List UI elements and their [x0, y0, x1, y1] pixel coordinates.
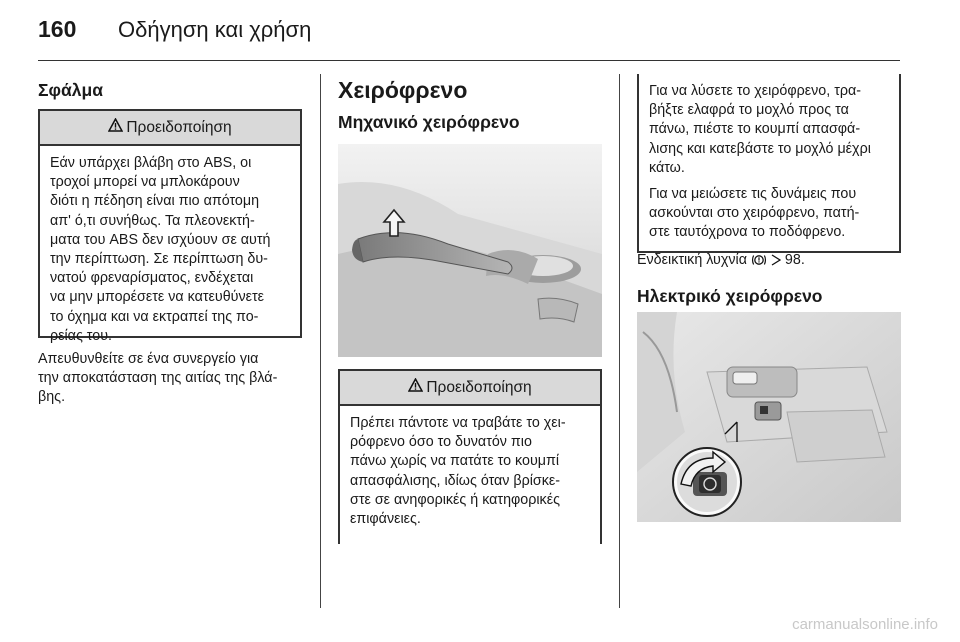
header-divider — [38, 60, 900, 61]
warning-header — [40, 111, 300, 146]
chapter-title: Οδήγηση και χρήση — [118, 17, 312, 42]
text-line: ασκούνται στο χειρόφρενο, πατή- — [649, 205, 860, 222]
subsection-title-manual-brake: Μηχανικό χειρόφρενο — [338, 112, 520, 132]
page-reference-arrow-icon[interactable] — [771, 253, 781, 272]
text-line: κάτω. — [649, 159, 685, 176]
text-line: βης. — [38, 389, 66, 406]
warning-text — [340, 406, 600, 529]
subsection-title-electric-brake: Ηλεκτρικό χειρόφρενο — [637, 286, 823, 306]
warning-text — [40, 146, 300, 346]
warning-line: διότι η πέδηση είναι πιο απότομη — [50, 193, 260, 210]
warning-line: επιφάνειες. — [350, 511, 421, 528]
page-number: 160 — [38, 16, 77, 42]
warning-box-abs — [38, 109, 302, 344]
manual-parking-brake-image — [338, 144, 602, 357]
warning-line: τροχοί μπορεί να μπλοκάρουν — [50, 174, 240, 191]
warning-line: την περίπτωση. Σε περίπτωση δυ- — [50, 251, 268, 268]
warning-title: Προειδοποίηση — [126, 118, 232, 136]
electric-parking-brake-image — [637, 312, 901, 522]
section-title-error: Σφάλμα — [38, 80, 103, 100]
column-divider-1 — [320, 74, 321, 608]
text-line: Για να μειώσετε τις δυνάμεις που — [649, 186, 857, 203]
text-line: λισης και κατεβάστε το μοχλό μέχρι — [649, 140, 871, 157]
text-line: την αποκατάσταση της αιτίας της βλά- — [38, 370, 278, 387]
warning-line: Πρέπει πάντοτε να τραβάτε το χει- — [350, 415, 566, 431]
warning-title: Προειδοποίηση — [426, 378, 532, 396]
indicator-lamp-reference — [637, 251, 805, 273]
warning-line: απ' ό,τι συνήθως. Τα πλεονεκτή- — [50, 212, 255, 229]
warning-line: ρόφρενο όσο το δυνατόν πιο — [350, 434, 532, 451]
warning-line: πάνω χωρίς να πατάτε το κουμπί — [350, 453, 560, 470]
text-line: Απευθυνθείτε σε ένα συνεργείο για — [38, 351, 259, 367]
warning-line: ρείας του. — [50, 327, 112, 344]
release-instructions-box — [637, 74, 901, 253]
release-paragraph — [649, 82, 889, 178]
warning-line: Εάν υπάρχει βλάβη στο ABS, οι — [50, 155, 252, 171]
repair-advice-text — [38, 350, 310, 408]
text-line: στε ταυτόχρονα το ποδόφρενο. — [649, 224, 846, 241]
text-line: πάνω, πιέστε το κουμπί απασφά- — [649, 121, 861, 138]
text-line: βήξτε ελαφρά το μοχλό προς τα — [649, 102, 849, 119]
warning-header — [340, 371, 600, 406]
watermark: carmanualsonline.info — [792, 616, 938, 633]
force-reduction-paragraph — [649, 185, 889, 243]
brake-warning-lamp-icon — [751, 253, 767, 273]
warning-triangle-icon — [108, 118, 123, 137]
indicator-label: Ενδεικτική λυχνία — [637, 252, 747, 268]
warning-line: ματα του ABS δεν ισχύουν σε αυτή — [50, 231, 271, 248]
warning-box-parking-brake — [338, 369, 602, 544]
text-line: Για να λύσετε το χειρόφρενο, τρα- — [649, 83, 862, 99]
page-reference-link[interactable]: 98. — [784, 252, 805, 268]
warning-line: να μην μπορέσετε να κατευθύνετε — [50, 289, 265, 306]
warning-line: απασφάλισης, ιδίως όταν βρίσκε- — [350, 472, 561, 489]
section-title-parking-brake: Χειρόφρενο — [338, 77, 468, 103]
warning-triangle-icon — [408, 378, 423, 397]
column-divider-2 — [619, 74, 620, 608]
warning-line: νατού φρεναρίσματος, ενδέχεται — [50, 270, 254, 287]
warning-line: στε σε ανηφορικές ή κατηφορικές — [350, 491, 560, 508]
warning-line: το όχημα και να εκτραπεί της πο- — [50, 308, 259, 325]
